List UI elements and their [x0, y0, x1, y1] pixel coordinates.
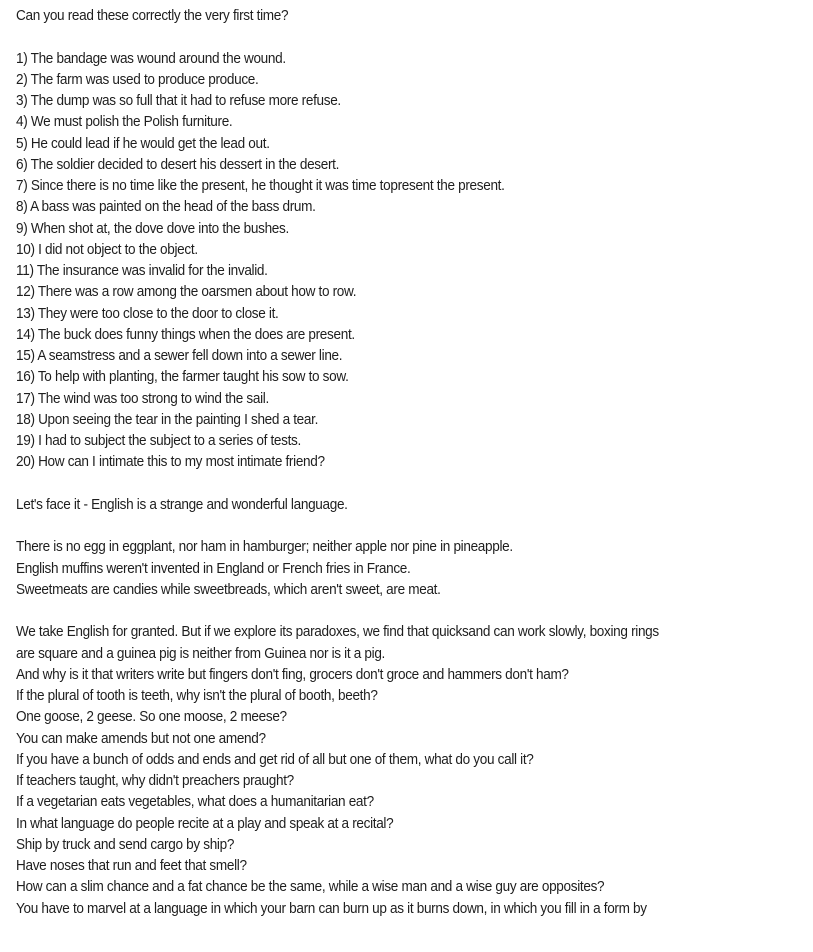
list-item: 7) Since there is no time like the present, he thought it was time topresent the present.	[16, 178, 505, 194]
list-item: 11) The insurance was invalid for the invalid.	[16, 263, 268, 279]
homograph-list	[16, 49, 755, 474]
paragraph-line: There is no egg in eggplant, nor ham in hamburger; neither apple nor pine in pineapple.	[16, 539, 513, 556]
list-item: 14) The buck does funny things when the does are present.	[16, 326, 355, 343]
intro-question: Can you read these correctly the very first time?	[16, 8, 289, 24]
spacer	[16, 474, 755, 495]
paragraph-line: Sweetmeats are candies while sweetbreads, which aren't sweet, are meat.	[16, 581, 441, 598]
list-item: 17) The wind was too strong to wind the sail.	[16, 390, 269, 407]
list-item: 10) I did not object to the object.	[16, 241, 198, 258]
list-item: 19) I had to subject the subject to a series of tests.	[16, 433, 301, 449]
paragraph-line: We take English for granted. But if we explore its paradoxes, we find that quicksand can work slowly, boxing rings	[16, 624, 659, 641]
list-item: 9) When shot at, the dove dove into the bushes.	[16, 220, 289, 237]
paragraph-line: Have noses that run and feet that smell?	[16, 858, 247, 874]
spacer	[16, 601, 755, 622]
paragraph-line: You can make amends but not one amend?	[16, 730, 266, 747]
document-page	[16, 6, 755, 920]
list-item: 5) He could lead if he would get the lead out.	[16, 135, 270, 152]
list-item: 2) The farm was used to produce produce.	[16, 71, 259, 88]
paragraph-line: English muffins weren't invented in England or French fries in France.	[16, 560, 411, 577]
spacer	[16, 516, 755, 537]
paradox-paragraph	[16, 622, 755, 920]
list-item: 16) To help with planting, the farmer taught his sow to sow.	[16, 369, 349, 386]
list-item: 18) Upon seeing the tear in the painting I shed a tear.	[16, 411, 319, 428]
paragraph-line: You have to marvel at a language in which your barn can burn up as it burns down, in which you fill in a form by	[16, 900, 647, 917]
paragraph-line: If you have a bunch of odds and ends and get rid of all but one of them, what do you call it?	[16, 751, 534, 768]
spacer	[16, 27, 755, 48]
food-paragraph	[16, 537, 755, 601]
list-item: 1) The bandage was wound around the wound.	[16, 50, 286, 67]
paragraph-line: If a vegetarian eats vegetables, what does a humanitarian eat?	[16, 794, 374, 811]
paragraph-line: Ship by truck and send cargo by ship?	[16, 836, 235, 853]
statement-line: Let's face it - English is a strange and wonderful language.	[16, 496, 348, 513]
list-item: 13) They were too close to the door to close it.	[16, 305, 279, 322]
paragraph-line: are square and a guinea pig is neither from Guinea nor is it a pig.	[16, 645, 386, 662]
paragraph-line: One goose, 2 geese. So one moose, 2 meese?	[16, 709, 287, 726]
list-item: 6) The soldier decided to desert his dessert in the desert.	[16, 156, 340, 173]
paragraph-line: If the plural of tooth is teeth, why isn't the plural of booth, beeth?	[16, 688, 378, 704]
paragraph-line: How can a slim chance and a fat chance be the same, while a wise man and a wise guy are opposites?	[16, 879, 605, 896]
paragraph-line: And why is it that writers write but fingers don't fing, grocers don't groce and hammers don't ham?	[16, 666, 569, 683]
paragraph-line: In what language do people recite at a play and speak at a recital?	[16, 815, 394, 832]
list-item: 8) A bass was painted on the head of the bass drum.	[16, 199, 316, 216]
list-item: 15) A seamstress and a sewer fell down into a sewer line.	[16, 348, 343, 364]
list-item: 4) We must polish the Polish furniture.	[16, 114, 233, 131]
paragraph-line: If teachers taught, why didn't preachers praught?	[16, 773, 294, 789]
list-item: 3) The dump was so full that it had to refuse more refuse.	[16, 93, 341, 109]
list-item: 20) How can I intimate this to my most intimate friend?	[16, 454, 325, 471]
list-item: 12) There was a row among the oarsmen about how to row.	[16, 284, 357, 301]
